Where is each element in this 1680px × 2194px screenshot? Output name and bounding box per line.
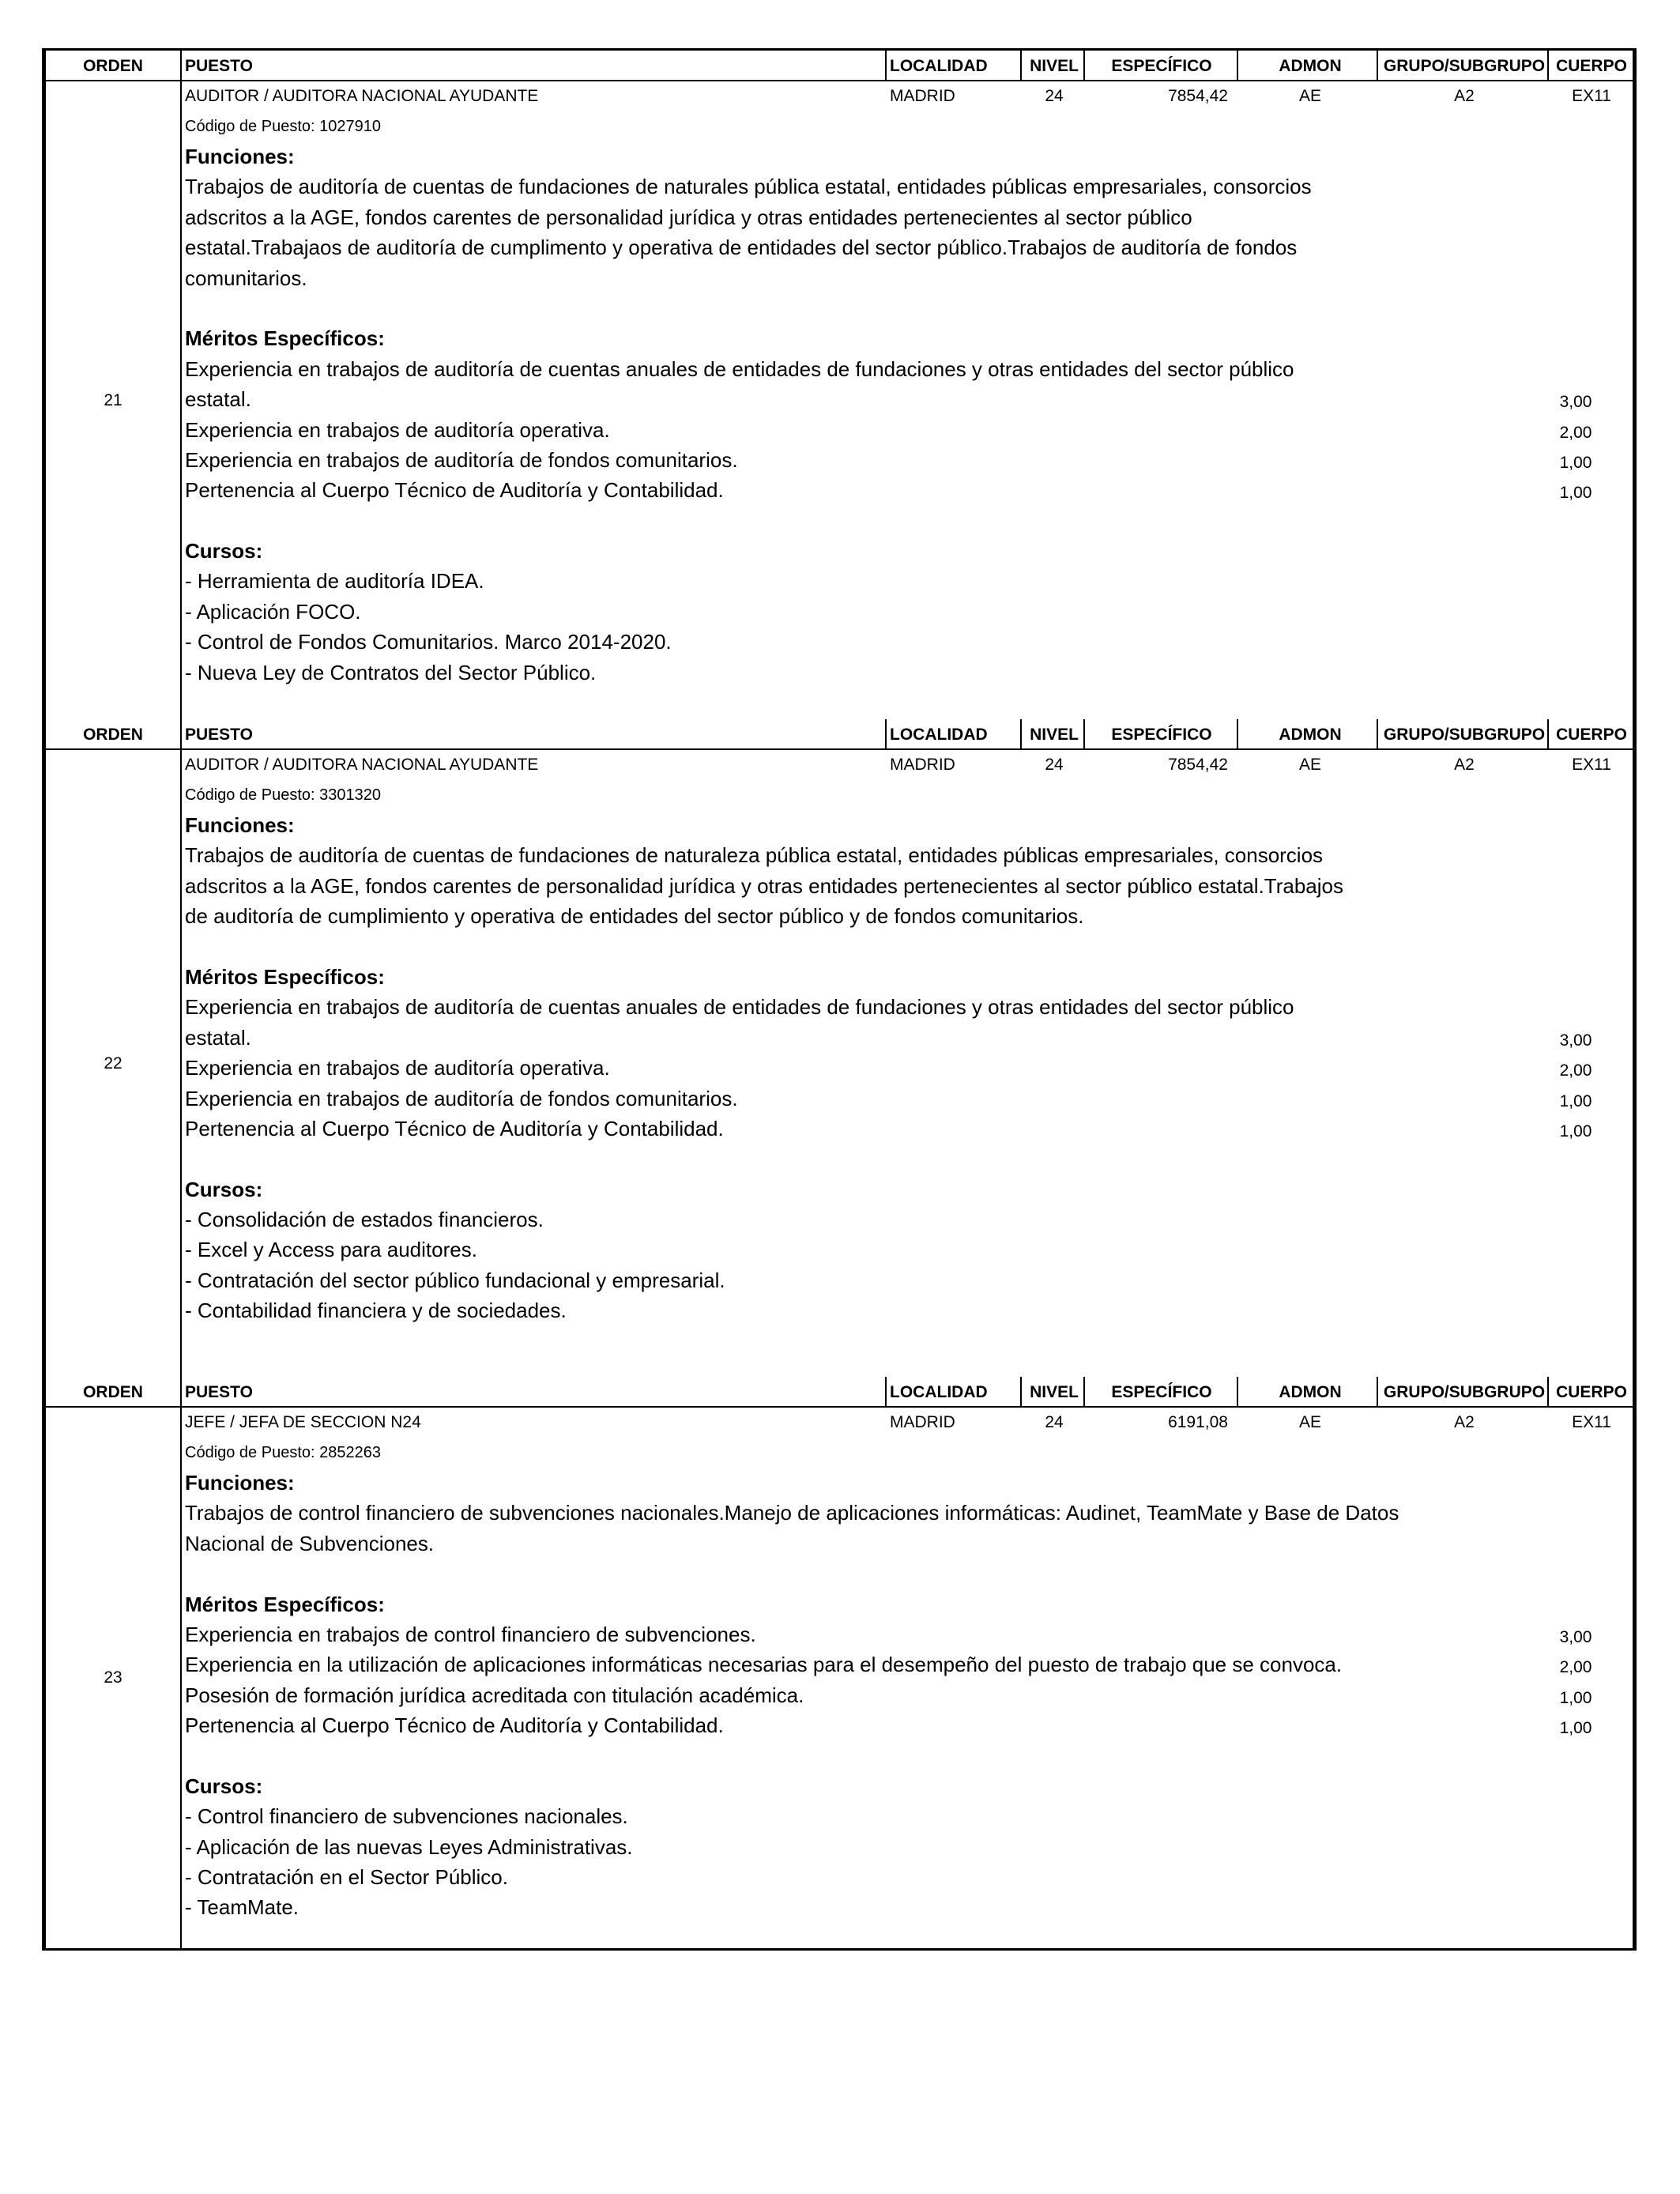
cell-especifico: 6191,08 (1168, 1413, 1228, 1431)
orden-number: 21 (104, 390, 122, 409)
merito-puntos: 1,00 (1559, 484, 1592, 503)
header-localidad: LOCALIDAD (890, 57, 988, 75)
orden-number: 22 (104, 1054, 122, 1072)
header-puesto: PUESTO (185, 726, 253, 744)
merito-puntos: 3,00 (1559, 1031, 1592, 1050)
header-divider (180, 719, 182, 748)
header-divider (1083, 51, 1085, 80)
cell-cuerpo: EX11 (1572, 87, 1611, 105)
header-grupo: GRUPO/SUBGRUPO (1383, 726, 1546, 744)
merito-line (185, 384, 1615, 414)
header-divider (1083, 719, 1085, 748)
header-divider (1377, 719, 1378, 748)
cell-localidad: MADRID (890, 1413, 955, 1431)
curso-item: - Contratación en el Sector Público. (185, 1865, 508, 1890)
header-admon: ADMON (1279, 57, 1342, 75)
merito-puntos: 3,00 (1559, 1627, 1592, 1646)
merito-text: Experiencia en trabajos de auditoría operativa. (185, 417, 610, 442)
curso-item: - TeamMate. (185, 1895, 299, 1920)
header-divider (885, 719, 887, 748)
merito-line (185, 415, 1615, 445)
header-divider (1020, 51, 1022, 80)
curso-item: - Consolidación de estados financieros. (185, 1208, 544, 1232)
cell-admon: AE (1298, 87, 1321, 105)
merito-puntos: 2,00 (1559, 1061, 1592, 1080)
header-grupo: GRUPO/SUBGRUPO (1383, 1383, 1546, 1401)
funciones-heading: Funciones: (185, 1471, 295, 1495)
cell-puesto: JEFE / JEFA DE SECCION N24 (185, 1413, 421, 1431)
header-orden: ORDEN (83, 1383, 143, 1401)
curso-item: - Control de Fondos Comunitarios. Marco 2014-2020. (185, 630, 672, 654)
merito-puntos: 1,00 (1559, 1688, 1592, 1707)
merito-text: Pertenencia al Cuerpo Técnico de Auditoría y Contabilidad. (185, 1116, 724, 1140)
funciones-line: adscritos a la AGE, fondos carentes de personalidad jurídica y otras entidades pertenecientes al sector público (185, 205, 1192, 229)
column-header-row (46, 1377, 1633, 1408)
position-block (42, 48, 1637, 719)
header-admon: ADMON (1279, 726, 1342, 744)
header-divider (1237, 51, 1238, 80)
header-orden: ORDEN (83, 726, 143, 744)
curso-item: - Contratación del sector público fundacional y empresarial. (185, 1268, 725, 1292)
meritos-heading: Méritos Específicos: (185, 1592, 385, 1616)
funciones-line: de auditoría de cumplimiento y operativa de entidades del sector público y de fondos comunitarios. (185, 904, 1084, 929)
header-nivel: NIVEL (1030, 1383, 1079, 1401)
header-divider (180, 1377, 182, 1406)
cell-cuerpo: EX11 (1572, 756, 1611, 774)
merito-line (185, 1619, 1615, 1649)
orden-number: 23 (104, 1668, 122, 1687)
cursos-heading: Cursos: (185, 539, 263, 564)
merito-text: Experiencia en trabajos de auditoría operativa. (185, 1056, 610, 1080)
header-especifico: ESPECÍFICO (1111, 1383, 1212, 1401)
cell-localidad: MADRID (890, 87, 955, 105)
cursos-heading: Cursos: (185, 1177, 263, 1201)
position-block (42, 1377, 1637, 1951)
cell-nivel: 24 (1045, 87, 1064, 105)
merito-text: Experiencia en trabajos de auditoría de fondos comunitarios. (185, 447, 738, 472)
cell-especifico: 7854,42 (1168, 87, 1228, 105)
funciones-line: estatal.Trabajaos de auditoría de cumplimento y operativa de entidades del sector público.Trabajos de auditoría de fondos (185, 236, 1298, 260)
header-grupo: GRUPO/SUBGRUPO (1383, 57, 1546, 75)
cell-grupo: A2 (1454, 756, 1475, 774)
header-divider (1377, 51, 1378, 80)
curso-item: - Nueva Ley de Contratos del Sector Público. (185, 660, 597, 684)
cell-puesto: AUDITOR / AUDITORA NACIONAL AYUDANTE (185, 87, 539, 105)
merito-puntos: 2,00 (1559, 1658, 1592, 1677)
job-listing-table (42, 48, 1637, 1951)
header-cuerpo: CUERPO (1556, 57, 1627, 75)
column-header-row (46, 719, 1633, 750)
header-admon: ADMON (1279, 1383, 1342, 1401)
merito-line (185, 1114, 1615, 1144)
header-puesto: PUESTO (185, 1383, 253, 1401)
merito-line (185, 1053, 1615, 1083)
cell-admon: AE (1298, 756, 1321, 774)
position-details (185, 1468, 1615, 1923)
position-details (185, 810, 1615, 1326)
header-especifico: ESPECÍFICO (1111, 726, 1212, 744)
cell-admon: AE (1298, 1413, 1321, 1431)
header-divider (1547, 1377, 1549, 1406)
merito-puntos: 2,00 (1559, 423, 1592, 442)
merito-text: estatal. (185, 1025, 251, 1050)
header-nivel: NIVEL (1030, 57, 1079, 75)
cell-nivel: 24 (1045, 1413, 1064, 1431)
cell-puesto: AUDITOR / AUDITORA NACIONAL AYUDANTE (185, 756, 539, 774)
merito-line (185, 445, 1615, 475)
merito-text: Experiencia en la utilización de aplicaciones informáticas necesarias para el desempeño del puesto de trabajo que se convoca. (185, 1653, 1343, 1677)
cell-grupo: A2 (1454, 87, 1475, 105)
merito-puntos: 1,00 (1559, 1091, 1592, 1110)
curso-item: - Excel y Access para auditores. (185, 1238, 477, 1262)
funciones-heading: Funciones: (185, 145, 295, 168)
header-cuerpo: CUERPO (1556, 1383, 1627, 1401)
header-divider (885, 51, 887, 80)
cell-nivel: 24 (1045, 756, 1064, 774)
header-orden: ORDEN (83, 57, 143, 75)
header-divider (1020, 1377, 1022, 1406)
meritos-heading: Méritos Específicos: (185, 964, 385, 989)
position-body (46, 81, 1633, 719)
merito-puntos: 1,00 (1559, 1122, 1592, 1140)
header-divider (1547, 719, 1549, 748)
header-divider (885, 1377, 887, 1406)
merito-text: Experiencia en trabajos de control financiero de subvenciones. (185, 1622, 756, 1646)
header-divider (1377, 1377, 1378, 1406)
funciones-heading: Funciones: (185, 813, 295, 837)
merito-puntos: 1,00 (1559, 1719, 1592, 1738)
merito-text: Posesión de formación jurídica acreditada con titulación académica. (185, 1683, 804, 1707)
header-divider (180, 51, 182, 80)
curso-item: - Control financiero de subvenciones nacionales. (185, 1804, 628, 1829)
merito-text: Experiencia en trabajos de auditoría de cuentas anuales de entidades de fundaciones y otras entidades del sector público (185, 995, 1294, 1020)
curso-item: - Aplicación FOCO. (185, 599, 361, 624)
codigo-puesto: Código de Puesto: 3301320 (185, 786, 381, 804)
merito-text: Experiencia en trabajos de auditoría de cuentas anuales de entidades de fundaciones y otras entidades del sector público (185, 356, 1294, 381)
position-body (46, 1408, 1633, 1948)
funciones-line: Trabajos de auditoría de cuentas de fundaciones de naturales pública estatal, entidades públicas empresariales, consorcios (185, 175, 1312, 199)
header-especifico: ESPECÍFICO (1111, 57, 1212, 75)
position-block (42, 719, 1637, 1377)
header-divider (1237, 1377, 1238, 1406)
position-details (185, 141, 1615, 688)
merito-text: Pertenencia al Cuerpo Técnico de Auditoría y Contabilidad. (185, 478, 724, 503)
header-localidad: LOCALIDAD (890, 726, 988, 744)
header-divider (1020, 719, 1022, 748)
merito-puntos: 1,00 (1559, 453, 1592, 472)
curso-item: - Herramienta de auditoría IDEA. (185, 569, 484, 594)
funciones-line: Nacional de Subvenciones. (185, 1531, 435, 1555)
merito-line (185, 992, 1615, 1022)
merito-line (185, 1649, 1615, 1679)
column-header-row (46, 51, 1633, 81)
header-nivel: NIVEL (1030, 726, 1079, 744)
header-localidad: LOCALIDAD (890, 1383, 988, 1401)
merito-line (185, 1023, 1615, 1053)
merito-line (185, 1710, 1615, 1740)
header-divider (1547, 51, 1549, 80)
merito-text: Experiencia en trabajos de auditoría de fondos comunitarios. (185, 1086, 738, 1110)
cell-localidad: MADRID (890, 756, 955, 774)
cell-especifico: 7854,42 (1168, 756, 1228, 774)
codigo-puesto: Código de Puesto: 1027910 (185, 118, 381, 135)
funciones-line: Trabajos de auditoría de cuentas de fundaciones de naturaleza pública estatal, entidades públicas empresariales, consorcios (185, 843, 1324, 868)
merito-puntos: 3,00 (1559, 393, 1592, 412)
funciones-line: comunitarios. (185, 266, 307, 290)
cell-grupo: A2 (1454, 1413, 1475, 1431)
merito-text: estatal. (185, 387, 251, 412)
funciones-line: adscritos a la AGE, fondos carentes de personalidad jurídica y otras entidades pertenecientes al sector público estatal.Trabajos (185, 873, 1343, 898)
cursos-heading: Cursos: (185, 1774, 263, 1798)
header-cuerpo: CUERPO (1556, 726, 1627, 744)
funciones-line: Trabajos de control financiero de subvenciones nacionales.Manejo de aplicaciones informáticas: Audinet, TeamMate y Base de Datos (185, 1501, 1399, 1525)
merito-text: Pertenencia al Cuerpo Técnico de Auditoría y Contabilidad. (185, 1713, 724, 1738)
header-puesto: PUESTO (185, 57, 253, 75)
merito-line (185, 1084, 1615, 1114)
meritos-heading: Méritos Específicos: (185, 326, 385, 351)
position-body (46, 750, 1633, 1377)
merito-line (185, 354, 1615, 384)
merito-line (185, 475, 1615, 505)
header-divider (1083, 1377, 1085, 1406)
header-divider (1237, 719, 1238, 748)
curso-item: - Aplicación de las nuevas Leyes Administrativas. (185, 1834, 633, 1859)
merito-line (185, 1680, 1615, 1710)
curso-item: - Contabilidad financiera y de sociedades. (185, 1299, 567, 1323)
cell-cuerpo: EX11 (1572, 1413, 1611, 1431)
codigo-puesto: Código de Puesto: 2852263 (185, 1444, 381, 1461)
